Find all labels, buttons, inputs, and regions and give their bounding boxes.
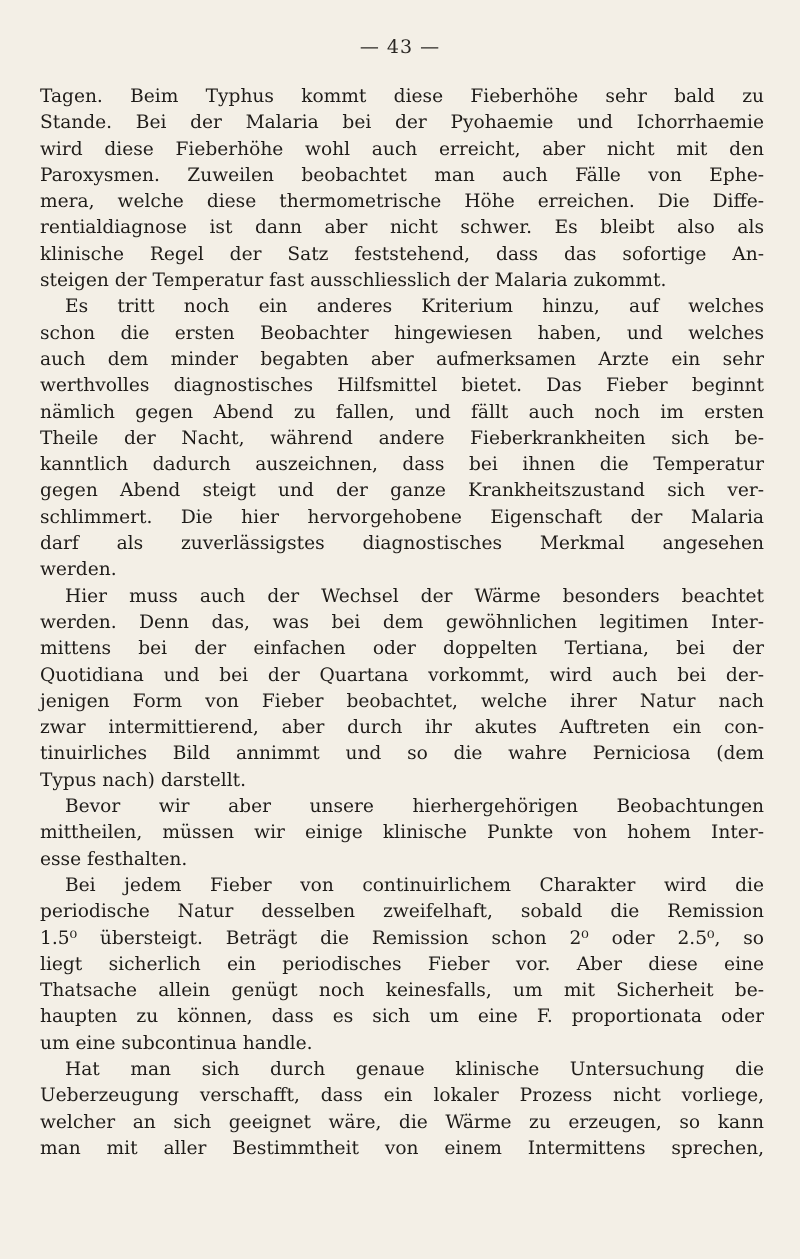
text-line: nämlich gegen Abend zu fallen, und fällt auch noch im ersten (40, 401, 764, 423)
text-line: Paroxysmen. Zuweilen beobachtet man auch Fälle von Ephe- (40, 164, 764, 186)
text-line: Bei jedem Fieber von continuirlichem Charakter wird die (65, 874, 764, 896)
text-line: Hat man sich durch genaue klinische Untersuchung die (65, 1058, 764, 1080)
text-line: schon die ersten Beobachter hingewiesen haben, und welches (40, 322, 764, 344)
text-line: Tagen. Beim Typhus kommt diese Fieberhöhe sehr bald zu (40, 86, 764, 107)
text-line: periodische Natur desselben zweifelhaft, sobald die Remission (40, 901, 764, 923)
text-line: Bevor wir aber unsere hierhergehörigen Beobachtungen (65, 796, 764, 818)
text-line: mittheilen, müssen wir einige klinische Punkte von hohem Inter- (40, 822, 764, 844)
text-line: esse festhalten. (40, 848, 188, 870)
body-text (40, 84, 764, 1162)
text-line: werden. Denn das, was bei dem gewöhnlichen legitimen Inter- (40, 611, 764, 633)
text-line: mittens bei der einfachen oder doppelten Tertiana, bei der (40, 638, 764, 660)
text-line: darf als zuverlässigstes diagnostisches Merkmal angesehen (40, 533, 764, 555)
text-line: zwar intermittierend, aber durch ihr akutes Auftreten ein con- (40, 717, 764, 739)
text-line: schlimmert. Die hier hervorgehobene Eigenschaft der Malaria (40, 506, 764, 528)
text-line: kanntlich dadurch auszeichnen, dass bei ihnen die Temperatur (40, 454, 764, 476)
text-line: Thatsache allein genügt noch keinesfalls, um mit Sicherheit be- (40, 980, 764, 1002)
text-line: 1.5⁰ übersteigt. Beträgt die Remission schon 2⁰ oder 2.5⁰, so (40, 927, 764, 949)
text-line: man mit aller Bestimmtheit von einem Intermittens sprechen, (40, 1137, 764, 1159)
text-line: Es tritt noch ein anderes Kriterium hinzu, auf welches (65, 296, 764, 318)
text-line: Hier muss auch der Wechsel der Wärme besonders beachtet (65, 585, 764, 607)
text-line: Ueberzeugung verschafft, dass ein lokaler Prozess nicht vorliege, (40, 1085, 764, 1107)
text-line: werthvolles diagnostisches Hilfsmittel bietet. Das Fieber beginnt (40, 375, 764, 397)
text-line: tinuirliches Bild annimmt und so die wahre Perniciosa (dem (40, 743, 764, 765)
page-number: — 43 — (359, 36, 441, 58)
text-line: haupten zu können, dass es sich um eine F. proportionata oder (40, 1006, 764, 1028)
text-line: auch dem minder begabten aber aufmerksamen Arzte ein sehr (40, 348, 764, 370)
text-line: Typus nach) darstellt. (40, 769, 247, 791)
text-line: rentialdiagnose ist dann aber nicht schwer. Es bleibt also als (40, 217, 764, 239)
text-line: klinische Regel der Satz feststehend, dass das sofortige An- (40, 243, 764, 265)
text-line: Quotidiana und bei der Quartana vorkommt, wird auch bei der- (40, 664, 764, 686)
text-line: werden. (40, 559, 117, 581)
text-line: steigen der Temperatur fast ausschliesslich der Malaria zukommt. (40, 270, 667, 292)
text-line: Stande. Bei der Malaria bei der Pyohaemie und Ichorrhaemie (40, 112, 764, 134)
text-line: Theile der Nacht, während andere Fieberkrankheiten sich be- (40, 427, 764, 449)
text-line: mera, welche diese thermometrische Höhe erreichen. Die Diffe- (40, 191, 764, 213)
text-line: liegt sicherlich ein periodisches Fieber vor. Aber diese eine (40, 953, 764, 975)
text-line: jenigen Form von Fieber beobachtet, welche ihrer Natur nach (40, 690, 764, 712)
text-line: wird diese Fieberhöhe wohl auch erreicht, aber nicht mit den (40, 138, 764, 160)
text-line: um eine subcontinua handle. (40, 1032, 313, 1054)
text-line: welcher an sich geeignet wäre, die Wärme zu erzeugen, so kann (40, 1111, 764, 1133)
text-line: gegen Abend steigt und der ganze Krankheitszustand sich ver- (40, 480, 764, 502)
